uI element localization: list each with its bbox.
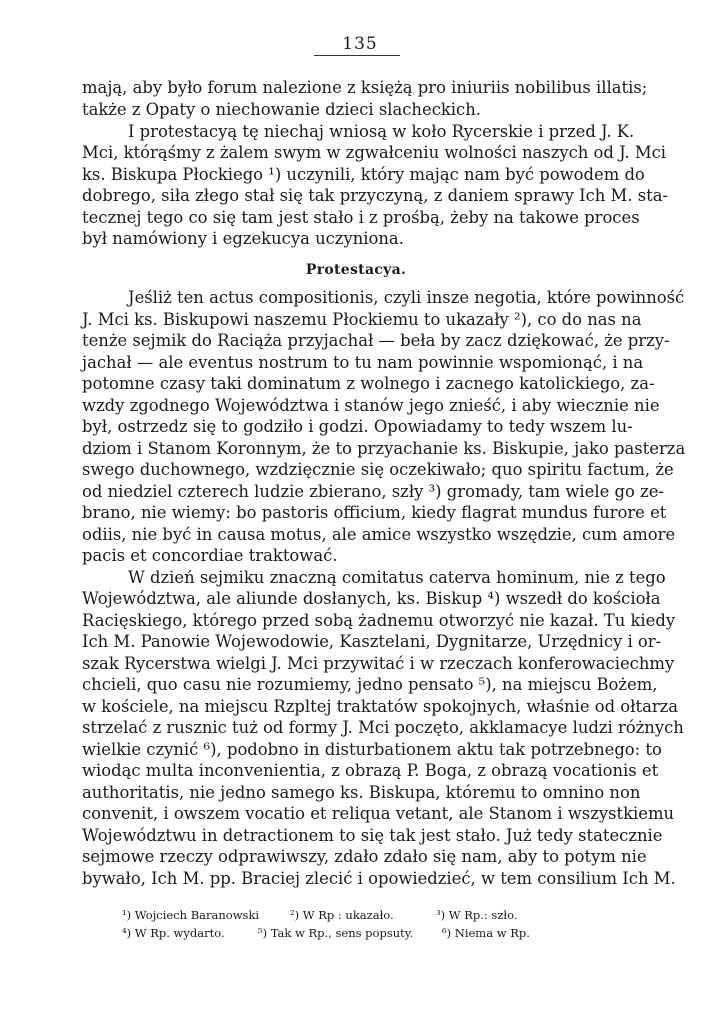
text-line: wiodąc multa inconvenientia, z obrazą P. Boga, z obrazą vocationis et (82, 761, 659, 780)
text-line: Województwa, ale aliunde dosłanych, ks. Biskup ⁴) wszedł do kościoła (82, 589, 661, 608)
text-line: Racięskiego, którego przed sobą żadnemu otworzyć nie kazał. Tu kiedy (82, 611, 676, 630)
text-line: mają, aby było forum nalezione z księżą pro iniuriis nobilibus illatis; (82, 78, 648, 97)
text-line: J. Mci ks. Biskupowi naszemu Płockiemu to ukazały ²), co do nas na (82, 310, 642, 329)
text-line: od niedziel czterech ludzie zbierano, szły ³) gromady, tam wiele go ze- (82, 482, 664, 501)
footnote-4: ⁴) W Rp. wydarto. (122, 926, 225, 940)
text-line: Ich M. Panowie Wojewodowie, Kasztelani, Dygnitarze, Urzędnicy i or- (82, 632, 662, 651)
text-line: brano, nie wiemy: bo pastoris officium, kiedy flagrat mundus furore et (82, 503, 667, 522)
page-number-rule (314, 55, 400, 56)
text-line: authoritatis, nie jedno samego ks. Biskupa, któremu to omnino non (82, 783, 641, 802)
footnote-5: ⁵) Tak w Rp., sens popsuty. (258, 926, 414, 940)
footnote-row (122, 924, 562, 942)
text-line: jachał — ale eventus nostrum to tu nam powinnie wspomionąć, i na (82, 353, 644, 372)
text-line: wielkie czynić ⁶), podobno in disturbationem aktu tak potrzebnego: to (82, 740, 662, 759)
text-line: tenże sejmik do Raciąża przyjachał — beła by zacz dziękować, że przy- (82, 331, 670, 350)
footnote-3: ³) W Rp.: szło. (436, 908, 518, 922)
text-line: Jeśliż ten actus compositionis, czyli insze negotia, które powinność (128, 288, 685, 307)
text-line: strzelać z rusznic tuż od formy J. Mci poczęto, akklamacye ludzi różnych (82, 718, 684, 737)
text-line: szak Rycerstwa wielgi J. Mci przywitać i w rzeczach konferowaciechmy (82, 654, 675, 673)
text-line: ks. Biskupa Płockiego ¹) uczynili, który mając nam być powodem do (82, 165, 645, 184)
text-line: dziom i Stanom Koronnym, że to przyachanie ks. Biskupie, jako pasterza (82, 439, 686, 458)
footnote-row (122, 906, 562, 924)
footnote-1: ¹) Wojciech Baranowski (122, 908, 260, 922)
text-line: także z Opaty o niechowanie dzieci slacheckich. (82, 100, 481, 119)
text-line: wzdy zgodnego Województwa i stanów jego znieść, i aby wiecznie nie (82, 396, 660, 415)
text-line: pacis et concordiae traktować. (82, 546, 338, 565)
text-line: był namówiony i egzekucya uczyniona. (82, 229, 404, 248)
text-line: w kościele, na miejscu Rzpltej traktatów spokojnych, właśnie od ołtarza (82, 697, 679, 716)
text-line: swego duchownego, wzdzięcznie się oczekiwało; quo spiritu factum, że (82, 460, 674, 479)
text-line: bywało, Ich M. pp. Braciej zlecić i opowiedzieć, w tem consilium Ich M. (82, 869, 676, 888)
footnote-6: ⁶) Niema w Rp. (442, 926, 530, 940)
text-line: chcieli, quo casu nie rozumiemy, jedno pensato ⁵), na miejscu Bożem, (82, 675, 658, 694)
text-line: był, ostrzedz się to godziło i godzi. Opowiadamy to tedy wszem lu- (82, 417, 633, 436)
section-heading: Protestacya. (305, 262, 407, 278)
page-number: 135 (342, 34, 378, 54)
text-line: sejmowe rzeczy odprawiwszy, zdało zdało się nam, aby to potym nie (82, 847, 647, 866)
text-line: W dzień sejmiku znaczną comitatus caterva hominum, nie z tego (128, 568, 666, 587)
text-line: Województwu in detractionem to się tak jest stało. Już tedy statecznie (82, 826, 663, 845)
text-line: tecznej tego co się tam jest stało i z prośbą, żeby na takowe proces (82, 208, 640, 227)
text-line: odiis, nie być in causa motus, ale amice wszystko wszędzie, cum amore (82, 525, 676, 544)
footnote-2: ²) W Rp : ukazało. (290, 908, 394, 922)
text-line: convenit, i owszem vocatio et reliqua vetant, ale Stanom i wszystkiemu (82, 804, 675, 823)
text-line: dobrego, siła złego stał się tak przyczyną, z daniem sprawy Ich M. sta- (82, 186, 669, 205)
text-line: potomne czasy taki dominatum z wolnego i zacnego katolickiego, za- (82, 374, 655, 393)
text-line: Mci, którąśmy z żalem swym w zgwałceniu wolności naszych od J. Mci (82, 143, 667, 162)
text-line: I protestacyą tę niechaj wniosą w koło Rycerskie i przed J. K. (128, 122, 635, 141)
